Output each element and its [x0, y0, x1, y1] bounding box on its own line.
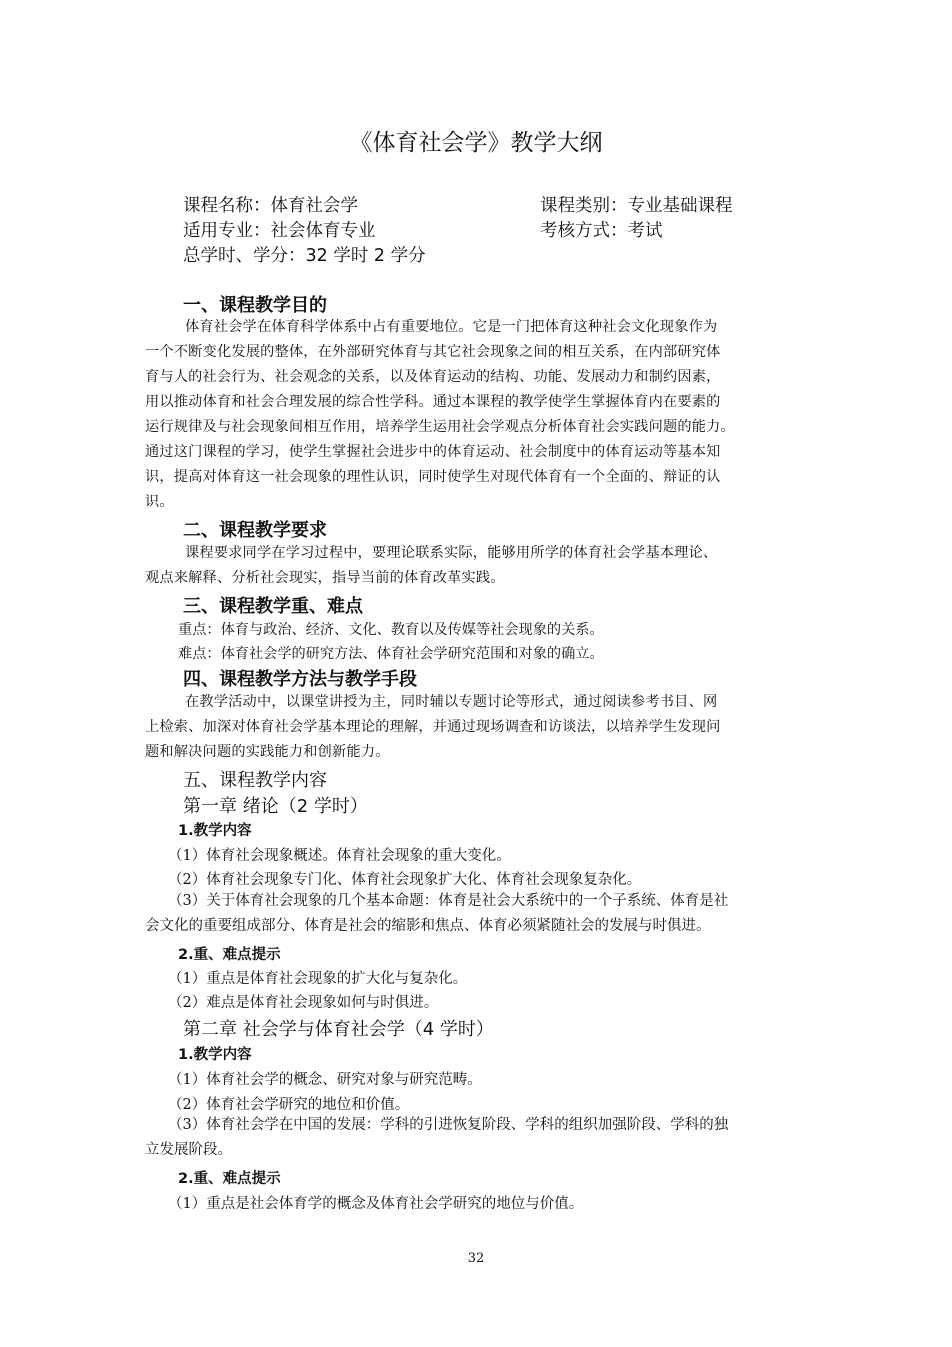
chapter-2-point-1: （1）重点是社会体育学的概念及体育社会学研究的地位与价值。: [168, 1196, 584, 1212]
paragraph-line: 用以推动体育和社会合理发展的综合性学科。通过本课程的教学使学生掌握体育内在要素的: [145, 394, 721, 410]
chapter-1-title: 第一章 绪论（2 学时）: [183, 796, 368, 817]
paragraph-line: 识。: [145, 494, 174, 510]
chapter-1-item-3: [145, 889, 815, 939]
section-4-paragraph: [145, 690, 813, 765]
chapter-1-item-2: （2）体育社会现象专门化、体育社会现象扩大化、体育社会现象复杂化。: [168, 872, 642, 888]
chapter-1-point-1: （1）重点是体育社会现象的扩大化与复杂化。: [168, 971, 468, 987]
item-line: （3）体育社会学在中国的发展：学科的引进恢复阶段、学科的组织加强阶段、学科的独: [168, 1117, 729, 1133]
section-1-paragraph: [145, 315, 813, 515]
section-2-heading: 二、课程教学要求: [183, 520, 327, 541]
chapter-1-point-2: （2）难点是体育社会现象如何与时俱进。: [168, 995, 439, 1011]
section-2-paragraph: [145, 541, 813, 591]
paragraph-line: 通过这门课程的学习，使学生掌握社会进步中的体育运动、社会制度中的体育运动等基本知: [145, 444, 721, 460]
paragraph-line: 观点来解释、分析社会现实，指导当前的体育改革实践。: [145, 570, 505, 586]
course-type: 课程类别：专业基础课程: [540, 196, 733, 216]
chapter-1-content-label: 1.教学内容: [178, 823, 252, 839]
section-5-heading: 五、课程教学内容: [183, 770, 327, 791]
course-name: 课程名称：体育社会学: [183, 196, 358, 216]
paragraph-line: 一个不断变化发展的整体，在外部研究体育与其它社会现象之间的相互关系，在内部研究体: [145, 344, 721, 360]
paragraph-line: 体育社会学在体育科学体系中占有重要地位。它是一门把体育这种社会文化现象作为: [185, 319, 718, 335]
applicable-major: 适用专业：社会体育专业: [183, 221, 376, 241]
chapter-2-title: 第二章 社会学与体育社会学（4 学时）: [183, 1019, 494, 1040]
paragraph-line: 识，提高对体育这一社会现象的理性认识，同时使学生对现代体育有一个全面的、辩证的认: [145, 469, 721, 485]
paragraph-line: 课程要求同学在学习过程中，要理论联系实际，能够用所学的体育社会学基本理论、: [185, 545, 718, 561]
section-4-heading: 四、课程教学方法与教学手段: [183, 669, 417, 690]
key-point: 重点：体育与政治、经济、文化、教育以及传媒等社会现象的关系。: [178, 622, 604, 638]
paragraph-line: 上检索、加深对体育社会学基本理论的理解，并通过现场调查和访谈法，以培养学生发现问: [145, 719, 721, 735]
paragraph-line: 育与人的社会行为、社会观念的关系，以及体育运动的结构、功能、发展动力和制约因素，: [145, 369, 721, 385]
item-line: （3）关于体育社会现象的几个基本命题：体育是社会大系统中的一个子系统、体育是社: [168, 893, 729, 909]
hours-credits: 总学时、学分：32 学时 2 学分: [183, 246, 426, 266]
paragraph-line: 运行规律及与社会现象间相互作用，培养学生运用社会学观点分析体育社会实践问题的能力。: [145, 419, 735, 435]
section-1-heading: 一、课程教学目的: [183, 295, 327, 316]
chapter-2-item-3: [145, 1113, 815, 1163]
chapter-1-points-label: 2.重、难点提示: [178, 947, 281, 963]
item-line: 会文化的重要组成部分、体育是社会的缩影和焦点、体育必须紧随社会的发展与时俱进。: [145, 918, 711, 934]
chapter-2-points-label: 2.重、难点提示: [178, 1171, 281, 1187]
page-number: 32: [467, 1251, 485, 1266]
chapter-2-content-label: 1.教学内容: [178, 1047, 252, 1063]
paragraph-line: 题和解决问题的实践能力和创新能力。: [145, 744, 390, 760]
item-line: 立发展阶段。: [145, 1142, 232, 1158]
chapter-1-item-1: （1）体育社会现象概述。体育社会现象的重大变化。: [168, 848, 511, 864]
assessment-method: 考核方式：考试: [540, 221, 663, 241]
chapter-2-item-2: （2）体育社会学研究的地位和价值。: [168, 1097, 410, 1113]
section-3-heading: 三、课程教学重、难点: [183, 596, 363, 617]
chapter-2-item-1: （1）体育社会学的概念、研究对象与研究范畴。: [168, 1072, 482, 1088]
document-title: 《体育社会学》教学大纲: [349, 130, 603, 156]
paragraph-line: 在教学活动中，以课堂讲授为主，同时辅以专题讨论等形式，通过阅读参考书目、网: [185, 694, 718, 710]
difficult-point: 难点：体育社会学的研究方法、体育社会学研究范围和对象的确立。: [178, 646, 604, 662]
